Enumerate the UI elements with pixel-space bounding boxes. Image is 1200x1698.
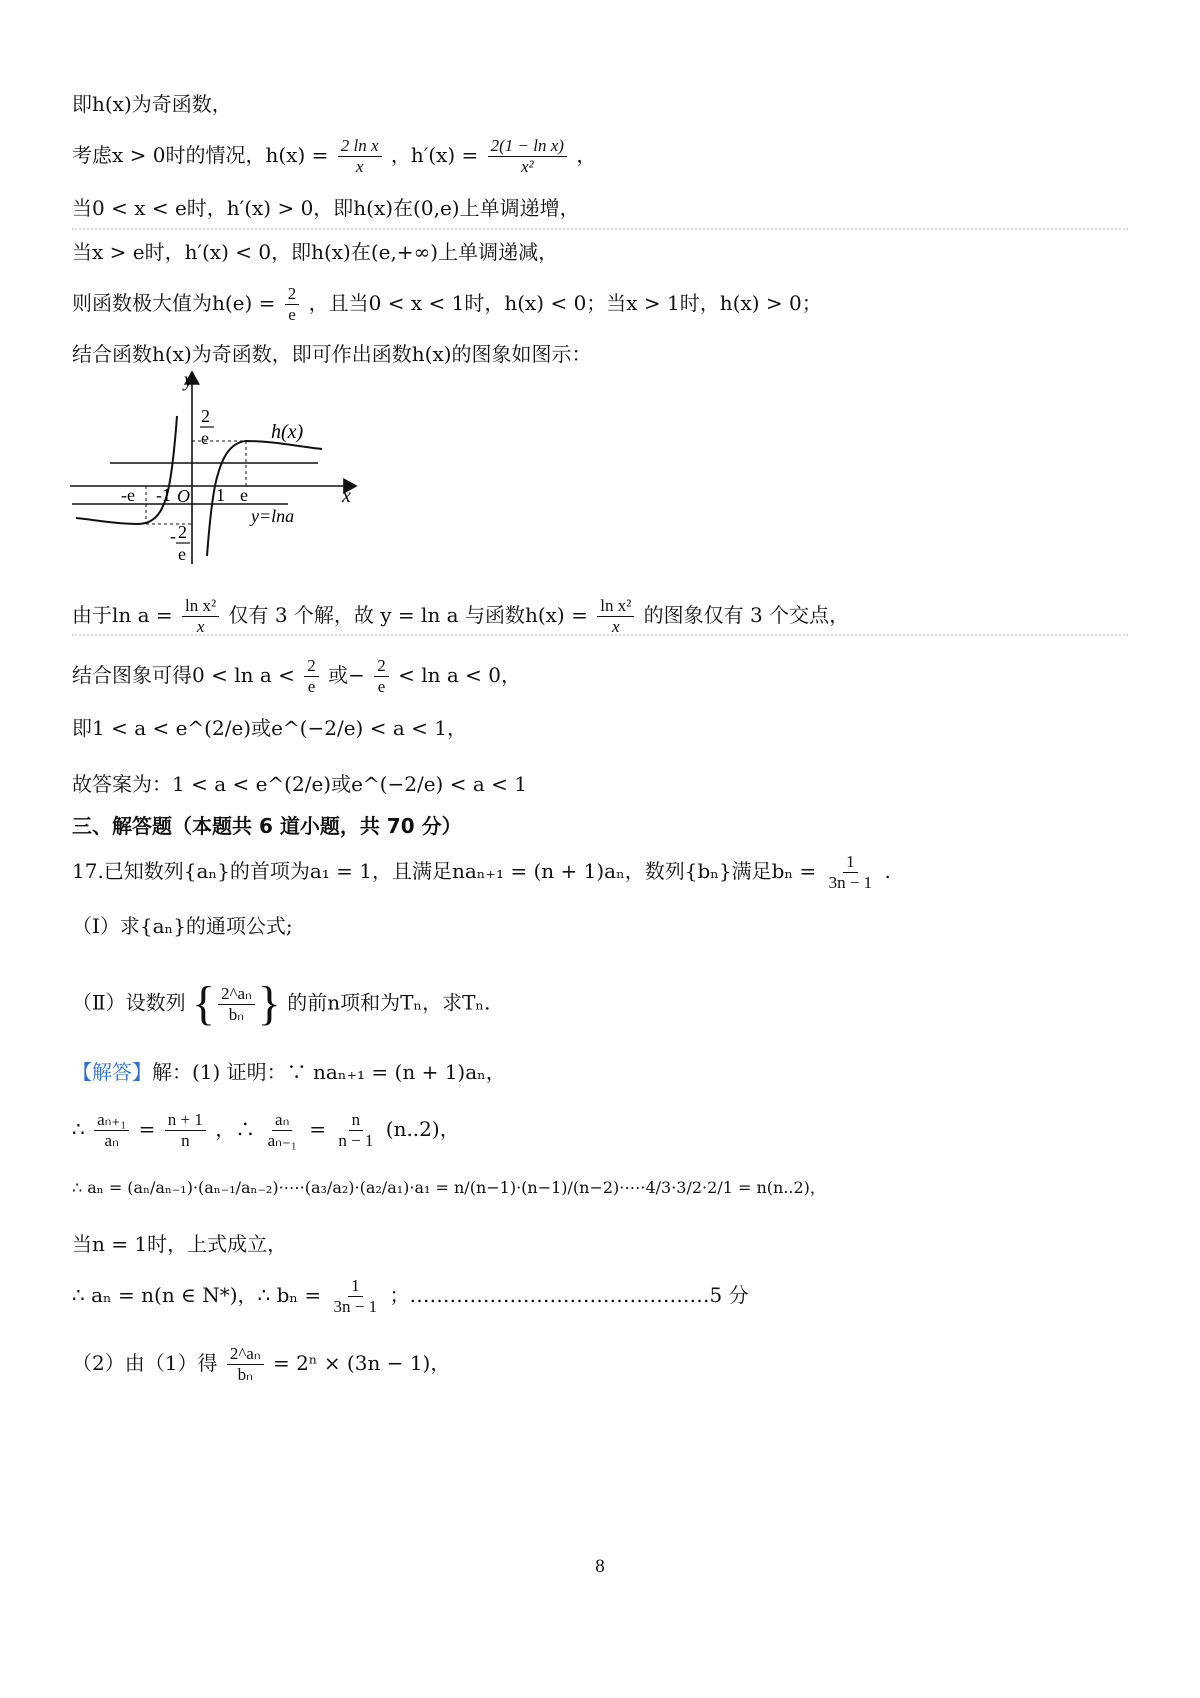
axis-x-label: x [342, 485, 351, 507]
fraction: $\frac{2}{e}$ [304, 656, 319, 697]
left-brace: { [191, 977, 215, 1030]
section-heading: 三、解答题（本题共 6 道小题，共 70 分） [72, 814, 462, 838]
solution-step-1 [72, 1110, 460, 1151]
text-segment: 仅有 3 个解，故 y = ln a 与函数h(x) = [228, 603, 588, 627]
tick-e: e [240, 485, 248, 505]
text-segment: ， [576, 143, 597, 167]
text-segment: 结合图象可得0 < ln a < [72, 663, 295, 687]
line-decreasing: 当x > e时，h′(x) < 0，即h(x)在(e,+∞)上单调递减， [72, 240, 559, 264]
fraction: $\frac{\text{2(1 − ln x)}}{\text{x²}}$ [488, 136, 567, 177]
line-graph-intro: 结合函数h(x)为奇函数，即可作出函数h(x)的图象如图示： [72, 342, 592, 366]
right-brace: } [257, 977, 281, 1030]
line-odd-function: 即h(x)为奇函数， [72, 92, 232, 116]
fraction: $\frac{1}{3n - 1}$ [828, 852, 873, 892]
line-max-value [72, 284, 822, 325]
min-num: 2 [178, 522, 187, 542]
text-segment: 由于ln a = [72, 603, 173, 627]
function-graph [66, 366, 366, 566]
fraction: $\frac{\text{2 ln x}}{x}$ [338, 136, 382, 177]
line-range: 即1 < a < e^(2/e)或e^(−2/e) < a < 1， [72, 716, 467, 740]
solution-start [72, 1060, 506, 1084]
fraction: $\frac{\text{ln x²}}{x}$ [597, 596, 634, 637]
line-answer: 故答案为：1 < a < e^(2/e)或e^(−2/e) < a < 1 [72, 772, 527, 796]
text-segment: ∴ [72, 1117, 85, 1141]
solution-part-2 [72, 1344, 450, 1385]
text-segment: ，且当0 < x < 1时，h(x) < 0；当x > 1时，h(x) > 0； [308, 291, 822, 315]
fraction: $\frac{\text{aₙ}}{\text{aₙ₋₁}}$ [267, 1110, 297, 1150]
text-segment: ∴ aₙ = n(n ∈ N*)，∴ bₙ = [72, 1283, 322, 1307]
text-segment: 17.已知数列{aₙ}的首项为a₁ = 1，且满足naₙ₊₁ = (n + 1)aₙ，数列{bₙ}满足bₙ = [72, 859, 817, 883]
text-segment: . [884, 859, 891, 883]
question-17-part1: （Ⅰ）求{aₙ}的通项公式; [72, 914, 293, 938]
solution-tag: 【解答】 [72, 1060, 152, 1084]
text-segment: （Ⅱ）设数列 [72, 990, 186, 1015]
fraction: $\frac{\text{2\textasciicircum{}aₙ}}{\text{bₙ}}$ [218, 984, 255, 1025]
line-combine-graph [72, 656, 521, 697]
solution-step-3: 当n = 1时，上式成立， [72, 1232, 288, 1256]
fraction: $\frac{2}{e}$ [374, 656, 389, 697]
text-segment: < ln a < 0， [398, 663, 521, 687]
fraction: $\frac{n}{n - 1}$ [338, 1110, 374, 1150]
fraction: $\frac{2}{e}$ [285, 284, 300, 325]
curve-label: h(x) [271, 421, 304, 443]
curve-left [76, 416, 177, 524]
text-segment: ，∴ [215, 1117, 256, 1141]
min-den: e [178, 544, 186, 564]
text-segment: ；………………………………………5 分 [389, 1283, 749, 1307]
line-label: y=lna [251, 506, 295, 526]
text-segment: 考虑x > 0时的情况，h(x) = [72, 143, 329, 167]
text-segment: （2）由（1）得 [72, 1351, 218, 1375]
text-segment: ，h′(x) = [390, 143, 479, 167]
tick-neg-e: -e [121, 485, 135, 505]
line-increasing: 当0 < x < e时，h′(x) > 0，即h(x)在(0,e)上单调递增， [72, 196, 580, 220]
max-num: 2 [201, 406, 210, 426]
fraction: $\frac{1}{3n - 1}$ [333, 1276, 378, 1316]
tick-neg-1: -1 [156, 485, 171, 505]
divider [72, 228, 1128, 230]
question-17 [72, 852, 891, 893]
fraction: $\frac{n + 1}{n}$ [165, 1110, 206, 1151]
tick-1: 1 [216, 485, 225, 505]
text-segment: (n..2)， [385, 1117, 460, 1141]
text-segment: = 2ⁿ × (3n − 1)， [272, 1351, 451, 1375]
divider [72, 634, 1128, 636]
fraction: $\frac{\text{2\textasciicircum{}aₙ}}{\text{bₙ}}$ [227, 1344, 264, 1385]
axis-y-label: y [184, 369, 193, 391]
min-sign: - [170, 526, 176, 546]
text-segment: 则函数极大值为h(e) = [72, 291, 276, 315]
fraction: $\frac{\text{aₙ₊₁}}{\text{aₙ}}$ [94, 1110, 129, 1151]
max-den: e [201, 428, 209, 448]
text-segment: 的前n项和为Tₙ，求Tₙ. [287, 990, 491, 1015]
solution-step-4 [72, 1276, 749, 1317]
solution-step-2: ∴ aₙ = (aₙ/aₙ₋₁)·(aₙ₋₁/aₙ₋₂)·⋯·(a₃/a₂)·(a₂/a₁)·a₁ = n/(n−1)·(n−1)/(n−2)·⋯·4/3·3/2·2/1 = n(n..2)， [72, 1178, 826, 1197]
text-segment: 或− [328, 663, 365, 687]
line-consider-positive [72, 136, 596, 177]
text-segment: = [138, 1117, 156, 1141]
text-segment: = [309, 1117, 326, 1141]
page-number: 8 [595, 1556, 605, 1577]
line-three-solutions [72, 596, 849, 637]
text-segment: 解：(1) 证明：∵ naₙ₊₁ = (n + 1)aₙ， [152, 1060, 506, 1084]
text-segment: 的图象仅有 3 个交点， [643, 603, 850, 627]
question-17-part2 [72, 977, 491, 1030]
fraction: $\frac{\text{ln x²}}{x}$ [182, 596, 219, 637]
origin-label: O [177, 486, 190, 506]
